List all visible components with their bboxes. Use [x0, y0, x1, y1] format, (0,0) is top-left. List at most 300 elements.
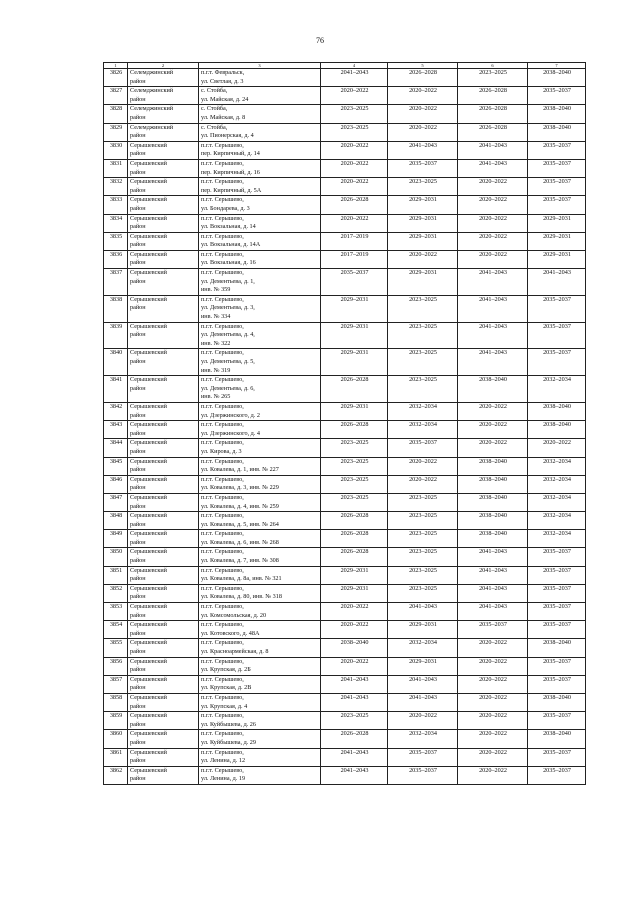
housing-repair-schedule-table [103, 62, 586, 785]
period-cell: 2029–2031 [528, 214, 586, 232]
table-body [104, 69, 586, 785]
period-cell: 2029–2031 [388, 214, 458, 232]
period-cell: 2038–2040 [458, 457, 528, 475]
address-line: с. Стойба, [201, 87, 228, 95]
row-number: 3839 [104, 322, 128, 349]
district-line: район [130, 738, 146, 746]
period-cell: 2023–2025 [388, 349, 458, 376]
address-line: п.г.т. Серышево, [201, 159, 244, 167]
address-line: ул. Крупская, д. 4 [201, 702, 248, 710]
address-line: п.г.т. Серышево, [201, 232, 244, 240]
period-cell: 2032–2034 [388, 402, 458, 420]
row-number: 3832 [104, 178, 128, 196]
address-line: ул. Ковалева, д. 1, инв. № 227 [201, 466, 279, 474]
period-cell: 2029–2031 [388, 232, 458, 250]
period-cell: 2041–2043 [458, 141, 528, 159]
period-cell: 2029–2031 [321, 295, 388, 322]
period-cell: 2020–2022 [458, 730, 528, 748]
table-row [104, 141, 586, 159]
address-line: ул. Дементьева, д. 5, [201, 358, 255, 365]
district-line: район [130, 304, 146, 312]
address-line: ул. Дементьева, д. 3, [201, 304, 255, 312]
row-number: 3861 [104, 748, 128, 766]
address-cell [199, 214, 321, 232]
address-line: ул. Дементьева, д. 1, [201, 277, 255, 285]
period-cell: 2020–2022 [321, 159, 388, 177]
period-cell: 2041–2043 [388, 603, 458, 621]
address-cell [199, 232, 321, 250]
period-cell: 2026–2028 [458, 105, 528, 123]
period-cell: 2029–2031 [321, 402, 388, 420]
district-line: район [130, 557, 146, 565]
address-line: п.г.т. Серышево, [201, 439, 244, 447]
district-cell [128, 530, 199, 548]
row-number: 3833 [104, 196, 128, 214]
period-cell: 2026–2028 [388, 69, 458, 87]
address-cell [199, 105, 321, 123]
row-number: 3834 [104, 214, 128, 232]
period-cell: 2032–2034 [528, 530, 586, 548]
district-line: Серышевский [130, 232, 167, 240]
district-line: Серышевский [130, 250, 167, 258]
address-line: п.г.т. Серышево, [201, 548, 244, 556]
district-line: Селемджинский [130, 69, 174, 76]
district-line: район [130, 331, 146, 339]
address-line: п.г.т. Серышево, [201, 214, 244, 222]
period-cell: 2041–2043 [528, 269, 586, 296]
period-cell: 2020–2022 [321, 141, 388, 159]
district-cell [128, 748, 199, 766]
row-number: 3855 [104, 639, 128, 657]
period-cell: 2035–2037 [528, 159, 586, 177]
district-line: Серышевский [130, 269, 167, 277]
table-row [104, 196, 586, 214]
period-cell: 2020–2022 [458, 766, 528, 784]
address-cell [199, 548, 321, 566]
address-line: п.г.т. Серышево, [201, 196, 244, 204]
address-line: ул. Вокзальная, д. 14А [201, 241, 261, 249]
district-line: район [130, 168, 146, 176]
address-line: ул. Котовского, д. 48А [201, 629, 260, 637]
district-cell [128, 712, 199, 730]
address-line: п.г.т. Серышево, [201, 269, 244, 277]
period-cell: 2035–2037 [321, 269, 388, 296]
period-cell: 2023–2025 [388, 295, 458, 322]
table-row [104, 123, 586, 141]
district-line: Серышевский [130, 475, 167, 483]
address-line: п.г.т. Февральск, [201, 69, 245, 76]
address-line: п.г.т. Серышево, [201, 639, 244, 647]
district-line: район [130, 429, 146, 437]
district-line: район [130, 684, 146, 692]
district-cell [128, 439, 199, 457]
address-line: п.г.т. Серышево, [201, 730, 244, 738]
period-cell: 2038–2040 [528, 402, 586, 420]
address-line: п.г.т. Серышево, [201, 512, 244, 520]
period-cell: 2023–2025 [321, 123, 388, 141]
district-line: Серышевский [130, 530, 167, 538]
address-line: ул. Ленина, д. 12 [201, 757, 246, 765]
row-number: 3849 [104, 530, 128, 548]
district-line: район [130, 223, 146, 231]
period-cell: 2026–2028 [321, 530, 388, 548]
address-line: п.г.т. Серышево, [201, 657, 244, 665]
address-line: ул. Пионерская, д. 4 [201, 132, 254, 140]
district-cell [128, 548, 199, 566]
period-cell: 2035–2037 [388, 439, 458, 457]
district-cell [128, 675, 199, 693]
row-number: 3831 [104, 159, 128, 177]
period-cell: 2020–2022 [458, 196, 528, 214]
district-cell [128, 105, 199, 123]
period-cell: 2026–2028 [321, 548, 388, 566]
district-line: Серышевский [130, 421, 167, 429]
address-line: инв. № 334 [201, 313, 231, 321]
column-number: 1 [104, 63, 128, 69]
district-cell [128, 493, 199, 511]
address-line: ул. Вокзальная, д. 14 [201, 223, 256, 231]
address-line: ул. Майская, д. 8 [201, 113, 246, 121]
district-line: район [130, 702, 146, 710]
district-cell [128, 621, 199, 639]
period-cell: 2035–2037 [528, 657, 586, 675]
district-cell [128, 657, 199, 675]
period-cell: 2029–2031 [528, 232, 586, 250]
address-cell [199, 421, 321, 439]
period-cell: 2023–2025 [388, 530, 458, 548]
period-cell: 2032–2034 [388, 639, 458, 657]
address-cell [199, 250, 321, 268]
period-cell: 2020–2022 [458, 693, 528, 711]
district-line: район [130, 95, 146, 103]
table-row [104, 376, 586, 403]
period-cell: 2017–2019 [321, 250, 388, 268]
period-cell: 2023–2025 [388, 322, 458, 349]
address-cell [199, 376, 321, 403]
row-number: 3840 [104, 349, 128, 376]
address-cell [199, 748, 321, 766]
address-cell [199, 766, 321, 784]
table-row [104, 766, 586, 784]
district-cell [128, 123, 199, 141]
period-cell: 2041–2043 [458, 603, 528, 621]
table-row [104, 232, 586, 250]
district-line: район [130, 629, 146, 637]
column-number: 7 [528, 63, 586, 69]
period-cell: 2020–2022 [388, 123, 458, 141]
period-cell: 2020–2022 [458, 439, 528, 457]
column-number: 2 [128, 63, 199, 69]
period-cell: 2020–2022 [458, 402, 528, 420]
address-line: ул. Ковалева, д. 3, инв. № 229 [201, 484, 279, 492]
period-cell: 2041–2043 [458, 159, 528, 177]
period-cell: 2020–2022 [388, 712, 458, 730]
district-line: район [130, 538, 146, 546]
table-row [104, 457, 586, 475]
district-cell [128, 475, 199, 493]
district-cell [128, 421, 199, 439]
address-line: п.г.т. Серышево, [201, 584, 244, 592]
period-cell: 2020–2022 [458, 657, 528, 675]
row-number: 3851 [104, 566, 128, 584]
period-cell: 2041–2043 [321, 69, 388, 87]
district-line: Серышевский [130, 457, 167, 465]
address-cell [199, 584, 321, 602]
row-number: 3848 [104, 512, 128, 530]
period-cell: 2041–2043 [388, 675, 458, 693]
row-number: 3844 [104, 439, 128, 457]
address-line: п.г.т. Серышево, [201, 712, 244, 720]
period-cell: 2035–2037 [528, 766, 586, 784]
period-cell: 2023–2025 [458, 69, 528, 87]
district-line: район [130, 411, 146, 419]
period-cell: 2023–2025 [321, 457, 388, 475]
address-line: п.г.т. Серышево, [201, 349, 244, 357]
row-number: 3845 [104, 457, 128, 475]
period-cell: 2029–2031 [321, 322, 388, 349]
table-row [104, 349, 586, 376]
address-line: ул. Ковалева, д. 7, инв. № 308 [201, 557, 279, 565]
period-cell: 2029–2031 [388, 621, 458, 639]
district-cell [128, 566, 199, 584]
district-cell [128, 322, 199, 349]
period-cell: 2020–2022 [321, 214, 388, 232]
period-cell: 2038–2040 [458, 475, 528, 493]
address-line: ул. Крупская, д. 2Б [201, 666, 251, 674]
address-cell [199, 269, 321, 296]
address-line: п.г.т. Серышево, [201, 295, 244, 303]
address-line: п.г.т. Серышево, [201, 421, 244, 429]
row-number: 3856 [104, 657, 128, 675]
district-cell [128, 295, 199, 322]
table-row [104, 603, 586, 621]
row-number: 3843 [104, 421, 128, 439]
address-cell [199, 322, 321, 349]
period-cell: 2032–2034 [528, 457, 586, 475]
table-row [104, 566, 586, 584]
period-cell: 2029–2031 [388, 196, 458, 214]
address-line: с. Стойба, [201, 105, 228, 113]
district-line: Серышевский [130, 748, 167, 756]
row-number: 3837 [104, 269, 128, 296]
address-cell [199, 493, 321, 511]
period-cell: 2035–2037 [528, 295, 586, 322]
table-row [104, 269, 586, 296]
period-cell: 2020–2022 [388, 250, 458, 268]
period-cell: 2017–2019 [321, 232, 388, 250]
row-number: 3828 [104, 105, 128, 123]
district-line: район [130, 720, 146, 728]
page-number: 76 [316, 36, 324, 45]
period-cell: 2026–2028 [458, 123, 528, 141]
district-cell [128, 250, 199, 268]
period-cell: 2026–2028 [321, 421, 388, 439]
address-line: инв. № 359 [201, 286, 231, 294]
period-cell: 2041–2043 [321, 748, 388, 766]
address-cell [199, 457, 321, 475]
period-cell: 2023–2025 [388, 584, 458, 602]
address-cell [199, 141, 321, 159]
period-cell: 2035–2037 [388, 766, 458, 784]
period-cell: 2038–2040 [528, 421, 586, 439]
period-cell: 2029–2031 [388, 269, 458, 296]
district-line: район [130, 277, 146, 285]
district-cell [128, 693, 199, 711]
row-number: 3836 [104, 250, 128, 268]
period-cell: 2035–2037 [388, 748, 458, 766]
table-row [104, 712, 586, 730]
address-line: ул. Вокзальная, д. 16 [201, 259, 256, 267]
district-line: Серышевский [130, 493, 167, 501]
period-cell: 2032–2034 [388, 730, 458, 748]
column-number: 4 [321, 63, 388, 69]
address-line: п.г.т. Серышево, [201, 675, 244, 683]
period-cell: 2035–2037 [528, 548, 586, 566]
district-cell [128, 196, 199, 214]
address-line: ул. Дементьева, д. 6, [201, 384, 255, 392]
address-line: п.г.т. Серышево, [201, 141, 244, 149]
table-row [104, 87, 586, 105]
row-number: 3827 [104, 87, 128, 105]
period-cell: 2041–2043 [388, 141, 458, 159]
row-number: 3838 [104, 295, 128, 322]
period-cell: 2041–2043 [458, 566, 528, 584]
period-cell: 2038–2040 [528, 693, 586, 711]
district-line: район [130, 648, 146, 655]
address-line: п.г.т. Серышево, [201, 493, 244, 501]
address-line: ул. Дзержинского, д. 4 [201, 429, 260, 437]
period-cell: 2029–2031 [528, 250, 586, 268]
district-cell [128, 214, 199, 232]
district-line: Серышевский [130, 657, 167, 665]
table-row [104, 159, 586, 177]
address-line: п.г.т. Серышево, [201, 250, 244, 258]
period-cell: 2035–2037 [528, 584, 586, 602]
table-row [104, 748, 586, 766]
table-row [104, 675, 586, 693]
address-cell [199, 530, 321, 548]
district-line: район [130, 384, 146, 392]
period-cell: 2038–2040 [528, 69, 586, 87]
period-cell: 2026–2028 [321, 730, 388, 748]
district-line: район [130, 593, 146, 601]
district-line: район [130, 757, 146, 765]
address-cell [199, 730, 321, 748]
address-cell [199, 693, 321, 711]
period-cell: 2020–2022 [458, 675, 528, 693]
district-cell [128, 730, 199, 748]
district-line: Серышевский [130, 693, 167, 701]
address-line: п.г.т. Серышево, [201, 178, 244, 186]
period-cell: 2023–2025 [321, 493, 388, 511]
period-cell: 2026–2028 [321, 512, 388, 530]
period-cell: 2032–2034 [528, 376, 586, 403]
address-cell [199, 675, 321, 693]
address-line: ул. Куйбышева, д. 29 [201, 738, 256, 746]
district-line: Серышевский [130, 639, 167, 647]
row-number: 3842 [104, 402, 128, 420]
address-line: инв. № 322 [201, 339, 231, 347]
period-cell: 2020–2022 [458, 178, 528, 196]
district-cell [128, 178, 199, 196]
district-line: Серышевский [130, 621, 167, 629]
address-cell [199, 159, 321, 177]
address-line: ул. Бондарева, д. 3 [201, 204, 250, 212]
address-cell [199, 123, 321, 141]
table-row [104, 548, 586, 566]
period-cell: 2035–2037 [528, 87, 586, 105]
address-line: пер. Кирпичный, д. 14 [201, 150, 260, 158]
period-cell: 2041–2043 [321, 675, 388, 693]
row-number: 3857 [104, 675, 128, 693]
district-line: Серышевский [130, 512, 167, 520]
period-cell: 2035–2037 [528, 566, 586, 584]
district-cell [128, 69, 199, 87]
district-cell [128, 639, 199, 657]
district-line: Серышевский [130, 402, 167, 410]
district-line: Серышевский [130, 349, 167, 357]
period-cell: 2020–2022 [458, 712, 528, 730]
period-cell: 2023–2025 [321, 105, 388, 123]
period-cell: 2020–2022 [458, 421, 528, 439]
address-cell [199, 621, 321, 639]
address-line: п.г.т. Серышево, [201, 566, 244, 574]
district-line: Селемджинский [130, 87, 174, 95]
address-cell [199, 712, 321, 730]
period-cell: 2023–2025 [321, 712, 388, 730]
period-cell: 2026–2028 [321, 376, 388, 403]
address-line: п.г.т. Серышево, [201, 322, 244, 330]
table-row [104, 512, 586, 530]
address-line: ул. Куйбышева, д. 26 [201, 720, 256, 728]
address-cell [199, 402, 321, 420]
address-line: ул. Ковалева, д. 5, инв. № 264 [201, 520, 279, 528]
district-line: район [130, 611, 146, 619]
district-cell [128, 159, 199, 177]
period-cell: 2041–2043 [458, 322, 528, 349]
period-cell: 2035–2037 [528, 178, 586, 196]
period-cell: 2038–2040 [458, 376, 528, 403]
district-cell [128, 584, 199, 602]
address-line: пер. Кирпичный, д. 5А [201, 186, 262, 194]
period-cell: 2041–2043 [458, 548, 528, 566]
district-cell [128, 512, 199, 530]
period-cell: 2020–2022 [388, 105, 458, 123]
table-row [104, 621, 586, 639]
period-cell: 2023–2025 [388, 548, 458, 566]
address-line: п.г.т. Серышево, [201, 457, 244, 465]
address-cell [199, 439, 321, 457]
table-row [104, 493, 586, 511]
period-cell: 2041–2043 [388, 693, 458, 711]
period-cell: 2035–2037 [528, 675, 586, 693]
address-line: инв. № 319 [201, 366, 231, 374]
period-cell: 2041–2043 [458, 295, 528, 322]
district-line: район [130, 447, 146, 455]
row-number: 3850 [104, 548, 128, 566]
period-cell: 2020–2022 [388, 457, 458, 475]
table-row [104, 639, 586, 657]
address-line: п.г.т. Серышево, [201, 693, 244, 701]
district-line: Серышевский [130, 178, 167, 186]
table-row [104, 439, 586, 457]
table-row [104, 730, 586, 748]
column-number: 5 [388, 63, 458, 69]
period-cell: 2035–2037 [528, 349, 586, 376]
period-cell: 2038–2040 [528, 123, 586, 141]
period-cell: 2038–2040 [458, 493, 528, 511]
district-line: Серышевский [130, 214, 167, 222]
